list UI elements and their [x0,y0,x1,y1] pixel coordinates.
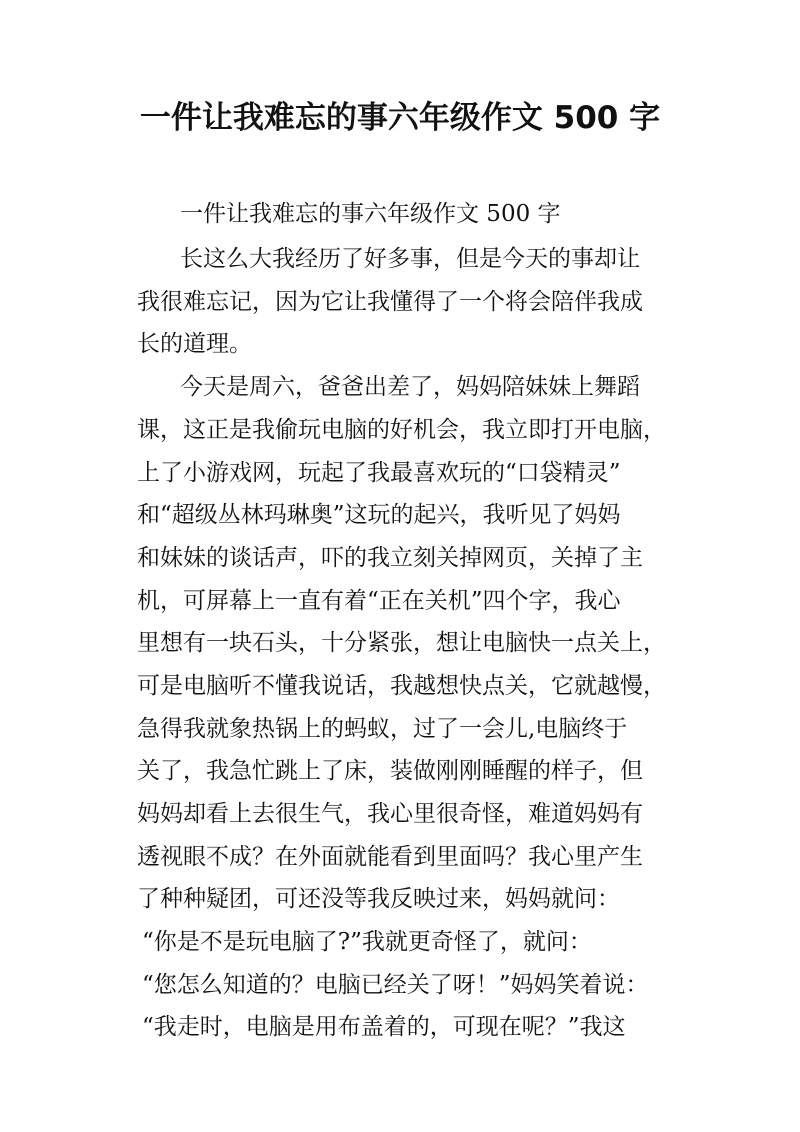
paragraph-line: 妈妈却看上去很生气，我心里很奇怪，难道妈妈有 [137,801,643,827]
paragraph-line: 和妹妹的谈话声，吓的我立刻关掉网页，关掉了主 [137,545,643,571]
subtitle-line: 一件让我难忘的事六年级作文 500 字 [180,201,561,227]
paragraph-line: 长这么大我经历了好多事，但是今天的事却让 [180,246,640,272]
paragraph-line: 关了，我急忙跳上了床，装做刚刚睡醒的样子，但 [137,758,643,784]
paragraph-line: 和“超级丛林玛琳奥”这玩的起兴，我听见了妈妈 [137,502,621,528]
paragraph-line: 上了小游戏网，玩起了我最喜欢玩的“口袋精灵” [137,460,621,486]
paragraph-line: “你是不是玩电脑了?”我就更奇怪了，就问： [142,929,592,955]
paragraph-line: 长的道理。 [137,331,252,357]
paragraph-line: “您怎么知道的？电脑已经关了呀！”妈妈笑着说： [142,972,649,998]
paragraph-line: 今天是周六，爸爸出差了，妈妈陪妹妹上舞蹈 [180,374,640,400]
paragraph-line: 可是电脑听不懂我说话，我越想快点关，它就越慢， [137,673,666,699]
paragraph-line: 我很难忘记，因为它让我懂得了一个将会陪伴我成 [137,289,643,315]
paragraph-line: 急得我就象热锅上的蚂蚁，过了一会儿,电脑终于 [137,716,628,742]
paragraph-line: 透视眼不成？在外面就能看到里面吗？我心里产生 [137,844,643,870]
paragraph-line: 机，可屏幕上一直有着“正在关机”四个字，我心 [137,588,621,614]
document-title: 一件让我难忘的事六年级作文 500 字 [139,100,661,136]
paragraph-line: 了种种疑团，可还没等我反映过来，妈妈就问： [137,886,620,912]
paragraph-line: 里想有一块石头，十分紧张，想让电脑快一点关上， [137,630,666,656]
paragraph-line: “我走时，电脑是用布盖着的，可现在呢？”我这 [142,1014,626,1040]
paragraph-line: 课，这正是我偷玩电脑的好机会，我立即打开电脑， [137,417,666,443]
